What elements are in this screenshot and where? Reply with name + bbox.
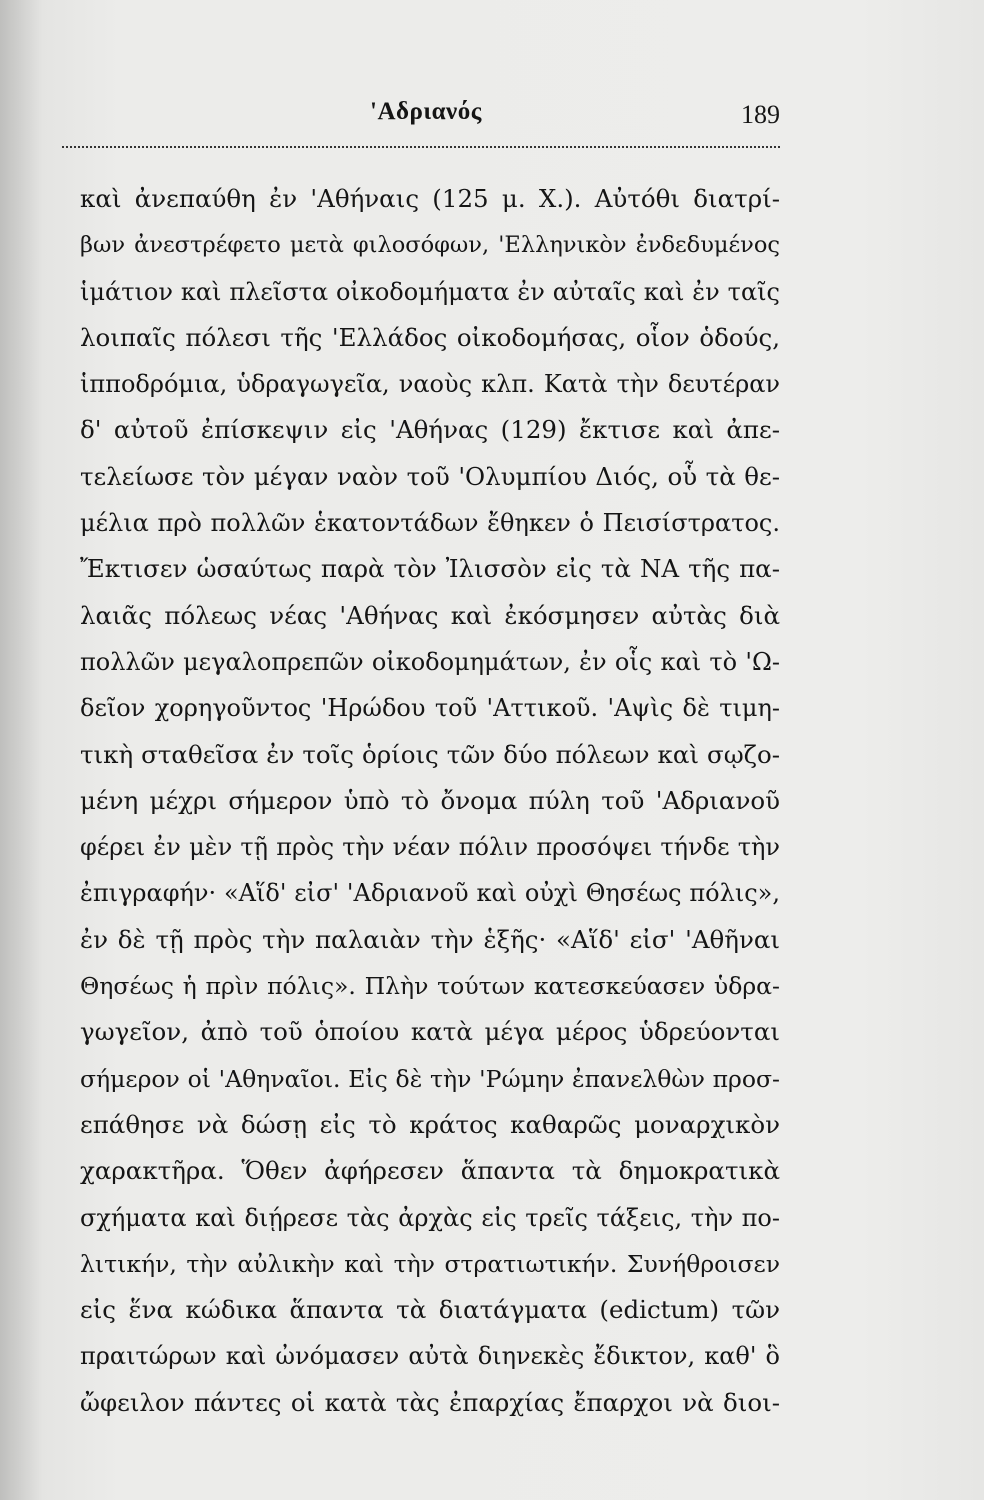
body-text	[80, 176, 780, 1426]
text-line: πραιτώρων καὶ ὠνόμασεν αὐτὰ διηνεκὲς ἔδικτον, καθ' ὃ	[80, 1342, 780, 1371]
text-line: εἰς ἕνα κώδικα ἅπαντα τὰ διατάγματα (edictum) τῶν	[80, 1295, 780, 1325]
text-line: χαρακτῆρα. Ὅθεν ἀφήρεσεν ἅπαντα τὰ δημοκρατικὰ	[80, 1156, 780, 1186]
text-line: λαιᾶς πόλεως νέας 'Αθήνας καὶ ἐκόσμησεν αὐτὰς διὰ	[80, 600, 780, 630]
text-line: μένη μέχρι σήμερον ὑπὸ τὸ ὄνομα πύλη τοῦ 'Αδριανοῦ	[80, 785, 780, 815]
text-line: μέλια πρὸ πολλῶν ἑκατοντάδων ἔθηκεν ὁ Πεισίστρατος.	[80, 509, 780, 538]
text-line: γωγεῖον, ἀπὸ τοῦ ὁποίου κατὰ μέγα μέρος ὑδρεύονται	[80, 1017, 780, 1047]
text-line: πολλῶν μεγαλοπρεπῶν οἰκοδομημάτων, ἐν οἷς καὶ τὸ 'Ω-	[80, 647, 780, 676]
header-rule	[62, 146, 780, 148]
text-line: ἐν δὲ τῇ πρὸς τὴν παλαιὰν τὴν ἑξῆς· «Αἵδ' εἰσ' 'Αθῆναι	[80, 924, 780, 954]
text-line: ὤφειλον πάντες οἱ κατὰ τὰς ἐπαρχίας ἔπαρχοι νὰ διοι-	[80, 1387, 780, 1417]
running-title: 'Αδριανός	[370, 98, 482, 125]
text-line: λοιπαῖς πόλεσι τῆς 'Ελλάδος οἰκοδομήσας, οἷον ὁδούς,	[80, 322, 780, 352]
text-line: φέρει ἐν μὲν τῇ πρὸς τὴν νέαν πόλιν προσόψει τήνδε τὴν	[80, 833, 780, 862]
text-line: δεῖον χορηγοῦντος 'Ηρώδου τοῦ 'Αττικοῦ. 'Αψὶς δὲ τιμη-	[80, 694, 780, 723]
text-line: Ἔκτισεν ὡσαύτως παρὰ τὸν Ἰλισσὸν εἰς τὰ ΝΑ τῆς πα-	[80, 554, 780, 584]
text-line: επάθησε νὰ δώσῃ εἰς τὸ κράτος καθαρῶς μοναρχικὸν	[80, 1109, 780, 1139]
text-line: ἱμάτιον καὶ πλεῖστα οἰκοδομήματα ἐν αὐταῖς καὶ ἐν ταῖς	[80, 277, 780, 306]
page-number: 189	[741, 100, 780, 129]
text-line: δ' αὐτοῦ ἐπίσκεψιν εἰς 'Αθήνας (129) ἔκτισε καὶ ἀπε-	[80, 415, 780, 445]
text-line: τελείωσε τὸν μέγαν ναὸν τοῦ 'Ολυμπίου Διός, οὗ τὰ θε-	[80, 461, 780, 491]
text-line: καὶ ἀνεπαύθη ἐν 'Αθήναις (125 μ. Χ.). Αὐτόθι διατρί-	[80, 184, 780, 213]
text-line: τικὴ σταθεῖσα ἐν τοῖς ὁρίοις τῶν δύο πόλεων καὶ σῳζο-	[80, 739, 780, 769]
running-head	[0, 98, 984, 138]
text-line: λιτικήν, τὴν αὐλικὴν καὶ τὴν στρατιωτικήν. Συνήθροισεν	[80, 1249, 780, 1278]
text-line: ἱπποδρόμια, ὑδραγωγεῖα, ναοὺς κλπ. Κατὰ τὴν δευτέραν	[80, 370, 780, 399]
text-line: βων ἀνεστρέφετο μετὰ φιλοσόφων, 'Ελληνικὸν ἐνδεδυμένος	[80, 232, 780, 259]
spine-shadow	[0, 0, 44, 1500]
text-line: ἐπιγραφήν· «Αἵδ' εἰσ' 'Αδριανοῦ καὶ οὐχὶ Θησέως πόλις»,	[80, 879, 780, 908]
text-line: Θησέως ἡ πρὶν πόλις». Πλὴν τούτων κατεσκεύασεν ὑδρα-	[80, 972, 780, 1001]
text-line: σχήματα καὶ διῄρεσε τὰς ἀρχὰς εἰς τρεῖς τάξεις, τὴν πο-	[80, 1203, 780, 1232]
text-line: σήμερον οἱ 'Αθηναῖοι. Εἰς δὲ τὴν 'Ρώμην ἐπανελθὼν προσ-	[80, 1064, 780, 1093]
